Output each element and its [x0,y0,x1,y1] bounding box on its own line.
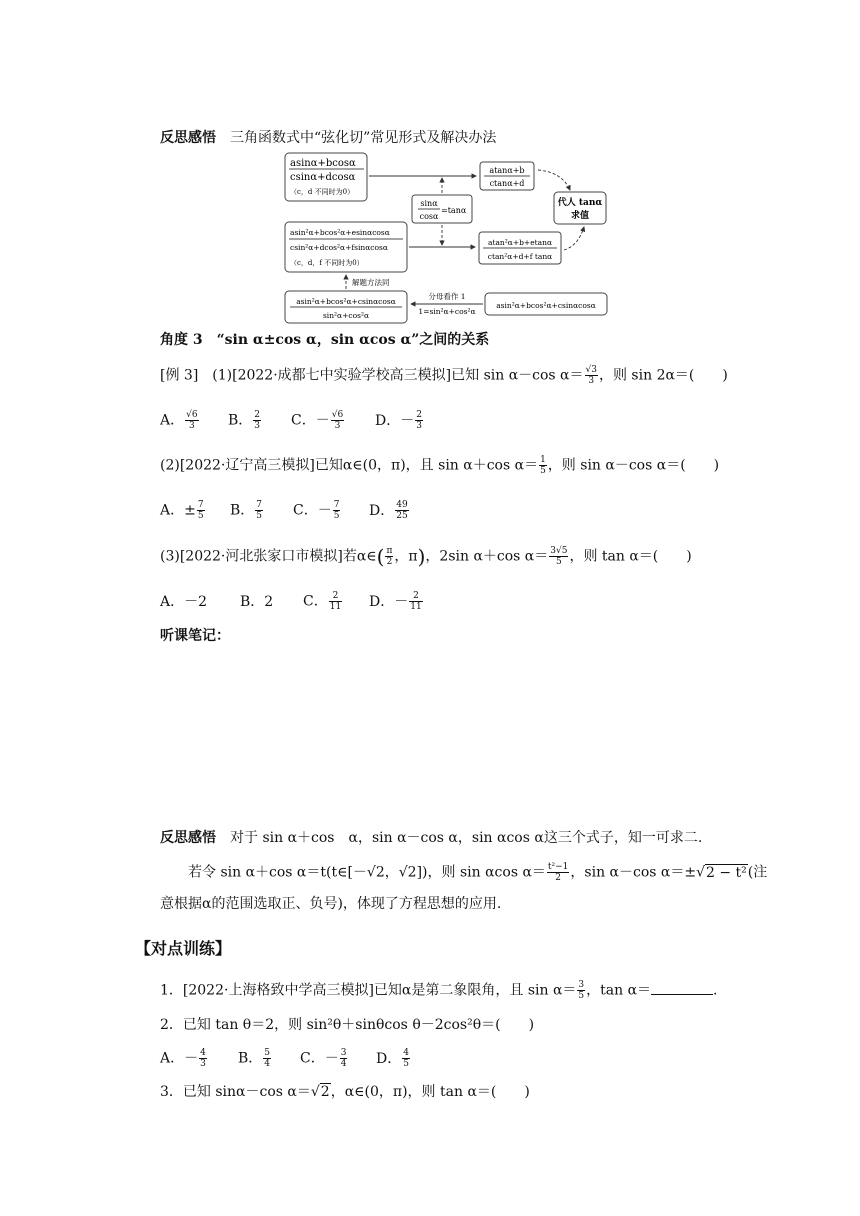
q3-radicand: 2 [320,1084,330,1100]
diagram-box-identity [412,195,472,223]
option-sign: － [324,1050,339,1067]
option-num: 5 [264,1048,271,1058]
label-one-identity: 1=sin²α+cos²α [418,307,476,316]
q2-option-a[interactable] [160,1048,238,1069]
option-den: 3 [416,421,422,431]
angle3-text: “sin α±cos α，sin αcos α”之间的关系 [216,332,490,348]
ex3-interval-fraction [385,546,393,567]
box3-denominator: cosα [419,212,439,221]
q1-den: 5 [578,991,585,1001]
box4-line1: 代人 tanα [557,198,603,208]
option-letter: A． [160,502,185,519]
arrow-curve-bottom [564,227,584,250]
tangent-conversion-diagram [282,150,612,326]
class-notes-label: 听课笔记： [160,628,230,644]
option-den: 3 [188,421,195,431]
option-num: √6 [331,410,344,420]
box5-line1: asin²α+bcos²α+esinαcosα [290,228,390,237]
reflection2-radicand: 2 − t² [706,864,747,881]
option-letter: D． [375,412,401,429]
ex1-den: 3 [588,376,595,386]
question-3: 3．已知 sinα－cos α＝√2，α∈(0，π)，则 tan α＝( ) [160,1084,530,1100]
ex3-option-b[interactable] [240,592,303,612]
box8-text: asin²α+bcos²α+csinαcosα [496,301,596,310]
option-den: 3 [200,1059,206,1069]
answer-blank[interactable] [651,982,713,995]
option-num: 49 [396,500,408,510]
box2-numerator: atanα+b [489,166,525,175]
label-same-method: 解题方法同 [352,278,390,287]
reflection2-a: 若令 sin α＋cos α＝t(t∈[－√2，√2])，则 sin αcos α＝ [188,864,546,881]
diagram-box-tan-linear [480,162,534,190]
option-letter: C． [293,502,318,519]
ex1-head: [例 3] (1)[2022·成都七中实验学校高三模拟]已知 sin α－cos α＝ [160,367,584,384]
q1-tail: . [713,982,718,999]
diagram-box-quadratic [285,222,407,272]
q2-options [160,1048,411,1069]
box1-line1: asinα+bcosα [290,158,356,169]
option-letter: B． [230,502,255,519]
option-num: 7 [333,500,340,510]
q1-mid: ，tan α＝ [586,982,652,999]
reflection2-text: 对于 sin α＋cos α，sin α－cos α，sin αcos α这三个式子，知一可求二. [230,830,703,846]
ex3-option-d[interactable] [369,591,424,612]
diagram-box-denominator-one [285,291,407,323]
option-letter: B． [240,593,265,610]
ex2-den: 5 [540,466,546,476]
q2-option-c[interactable] [300,1048,376,1069]
option-num: 3 [340,1048,347,1058]
ex3-pafter: ，π [394,548,418,565]
option-num: 2 [409,591,422,602]
option-den: 5 [197,511,204,521]
ex3-head: (3)[2022·河北张家口市模拟]若α∈ [160,548,377,565]
option-den: 5 [333,511,340,521]
q3-b: ，α∈(0，π)，则 tan α＝( ) [330,1084,530,1100]
option-den: 4 [340,1059,347,1069]
diagram-box-substitute [554,192,606,224]
q2-option-b[interactable] [238,1048,300,1069]
option-letter: D． [376,1050,402,1067]
box7-numerator: asin²α+bcos²α+csinαcosα [296,297,396,306]
option-den: 3 [334,421,341,431]
ex1-option-c[interactable] [291,410,375,431]
option-letter: D． [369,502,395,519]
option-den: 25 [396,511,408,521]
ex2-fraction [539,455,547,476]
ex3-fraction [549,546,568,567]
angle3-heading [160,330,489,350]
ex2-num: 1 [540,455,546,465]
ex1-fraction [585,365,598,386]
option-letter: A． [160,412,185,429]
option-text: 2 [264,593,274,610]
reflection2-line3: 意根据α的范围选取正、负号)，体现了方程思想的应用. [160,896,502,912]
ex3-num: 3√5 [550,546,568,556]
reflection2-c: (注 [747,864,768,881]
reflection2-b: ，sin α－cos α＝± [570,864,697,881]
paren-close: ) [417,544,426,569]
box5-line3: （c，d，f 不同时为0） [290,259,364,267]
reflection2-title: 反思感悟 [160,830,216,846]
box6-denominator: ctan²α+d+f tanα [487,252,553,261]
box1-line3: （c，d 不同时为0） [290,188,355,196]
ex2-tail: ，则 sin α－cos α＝( ) [547,457,720,474]
q1-num: 3 [578,980,585,990]
option-num: 7 [256,500,263,510]
question-2: 2．已知 tan θ＝2，则 sin²θ＋sinθcos θ－2cos²θ＝( ) [160,1017,535,1033]
option-letter: C． [300,1050,325,1067]
reflection2-line2: 若令 sin α＋cos α＝t(t∈[－√2，√2])，则 sin αcos α＝ $\frac{\text{t²−1}}{2}$ ，sin α－cos α＝±√2 − t²(注 [188,862,768,883]
ex3-option-a[interactable] [160,592,240,612]
option-sign: － [394,593,409,610]
option-den: 5 [403,1059,409,1069]
ex3-pnum: π [386,546,393,556]
ex3-pden: 2 [386,557,393,567]
ex1-option-b[interactable] [228,410,291,431]
label-denominator-one: 分母看作 1 [428,292,466,301]
ex1-tail: ，则 sin 2α＝( ) [598,367,728,384]
ex3-mid: ，2sin α＋cos α＝ [425,548,549,565]
reflection-text: 三角函数式中“弦化切”常见形式及解决办法 [230,130,497,146]
q2-option-d[interactable] [376,1048,411,1069]
box6-numerator: atan²α+b+etanα [487,238,553,247]
ex1-option-a[interactable] [160,410,228,431]
ex2-options [160,500,410,521]
box3-rhs: =tanα [441,206,467,215]
example3-part3 [160,546,692,567]
option-sign: － [317,502,332,519]
option-num: 2 [254,410,261,420]
option-letter: B． [228,412,253,429]
ex1-options [160,410,424,431]
ex3-den: 5 [555,557,562,567]
option-den: 3 [254,421,261,431]
option-num: 7 [197,500,204,510]
option-letter: C． [291,412,316,429]
angle3-title: 角度 3 [160,332,203,348]
option-letter: C． [303,593,328,610]
option-den: 4 [264,1059,271,1069]
q3-a: 3．已知 sinα－cos α＝ [160,1084,311,1100]
ex2-head: (2)[2022·辽宁高三模拟]已知α∈(0，π)，且 sin α＋cos α＝ [160,457,539,474]
ex2-option-b[interactable] [230,500,293,521]
ex2-option-d[interactable] [369,500,410,521]
paren-open: ( [376,544,385,569]
ex1-num: √3 [585,365,597,375]
option-num: 2 [329,591,342,602]
option-num: 4 [200,1048,206,1058]
reflection2-line1 [160,828,702,848]
option-sign: － [184,1050,199,1067]
ex3-options [160,591,424,612]
option-num: 2 [416,410,422,420]
example3-part2 [160,455,719,476]
box7-denominator: sin²α+cos²α [322,311,370,320]
ex2-option-c[interactable] [293,500,369,521]
ex3-tail: ，则 tan α＝( ) [569,548,692,565]
option-den: 5 [256,511,263,521]
option-letter: D． [369,593,395,610]
diagram-box-tan-quadratic [479,232,561,264]
diagram-box-source [485,293,607,315]
option-letter: B． [238,1050,263,1067]
ex2-option-a[interactable] [160,500,230,521]
box2-denominator: ctanα+d [489,179,525,188]
option-sign: － [315,412,330,429]
arrow-curve-top [538,170,570,190]
box1-line2: csinα+dcosα [290,172,356,183]
option-den: 11 [410,602,422,612]
option-den: 11 [329,602,342,612]
option-letter: A． [160,1050,185,1067]
option-sign: － [400,412,415,429]
option-num: 4 [403,1048,409,1058]
reflection2-num: t²−1 [547,862,569,872]
box5-line2: csin²α+dcos²α+fsinαcosα [290,243,388,252]
option-num: √6 [186,410,198,420]
option-letter: A． [160,593,185,610]
question-1 [160,980,718,1001]
practice-heading: 【对点训练】 [135,939,232,958]
reflection2-den: 2 [555,873,562,883]
option-sign: ± [184,502,196,519]
reflection-heading [160,128,496,148]
ex3-option-c[interactable] [303,591,369,612]
example3-part1 [160,365,728,386]
ex1-option-d[interactable] [375,410,424,431]
q1-head: 1．[2022·上海格致中学高三模拟]已知α是第二象限角，且 sin α＝ [160,982,577,999]
diagram-box-linear [285,153,367,201]
box4-line2: 求值 [570,211,590,221]
box3-numerator: sinα [420,199,438,208]
option-text: －2 [184,593,208,610]
reflection-title: 反思感悟 [160,130,216,146]
